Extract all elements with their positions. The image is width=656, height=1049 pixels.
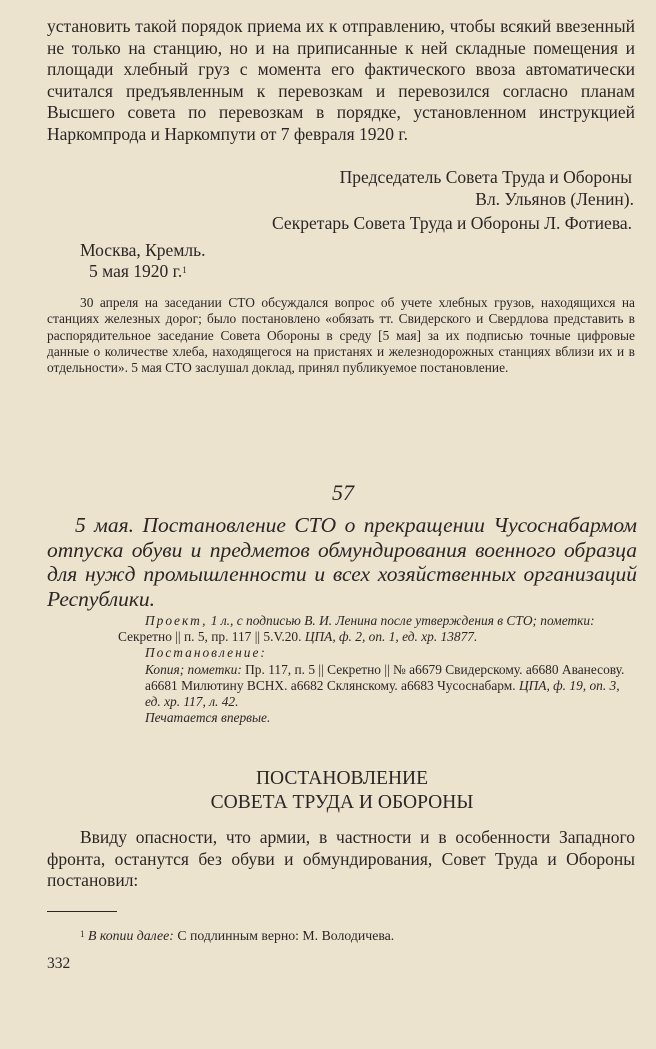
draft-label: Проект, bbox=[145, 613, 208, 628]
title-line-2: СОВЕТА ТРУДА И ОБОРОНЫ bbox=[210, 792, 474, 813]
resolution-title bbox=[47, 767, 637, 815]
chairman-title: Председатель Совета Труда и Обороны bbox=[339, 167, 632, 187]
page-number: 332 bbox=[47, 955, 71, 972]
editorial-note bbox=[47, 295, 635, 376]
copy-archive: ЦПА, ф. 19, оп. 3, ед. хр. 117, л. 42. bbox=[145, 677, 620, 710]
draft-text: 1 л., с подписью В. И. Ленина после утверждения в СТО; пометки: bbox=[207, 613, 595, 628]
footnote-divider bbox=[47, 911, 117, 912]
resolution-label: Постановление: bbox=[145, 645, 267, 661]
editorial-note-text: 30 апреля на заседании СТО обсуждался вопрос об учете хлебных грузов, находящихся на станциях железных дорог; было постановлено «обязать тт. Свидерского и Свердлова представить в распорядительное заседание Совета Обороны в среду [5 мая] за их подписью точные цифровые данные о количестве хлеба, находящегося на пристанях и железнодорожных станциях вблизи их и в отдельности». 5 мая СТО заслушал доклад, принял публикуемое постановление. bbox=[47, 295, 635, 376]
draft-archive: ЦПА, ф. 2, оп. 1, ед. хр. 13877. bbox=[304, 629, 478, 645]
title-line-1: ПОСТАНОВЛЕНИЕ bbox=[255, 768, 429, 789]
copy-text: Пр. 117, п. 5 || Секретно || № а6679 Свидерскому. а6680 Аванесову. а6681 Милютину ВСНХ. а6682 Склянскому. а6683 Чусоснабарм. bbox=[145, 661, 625, 693]
footnote bbox=[80, 927, 394, 944]
document-heading: 5 мая. Постановление СТО о прекращении Чусоснабармом отпуска обуви и предметов обмундирования военного образца для нужд промышленности и всех хозяйственных организаций Республики. bbox=[47, 513, 637, 611]
footnote-reference: 1 bbox=[182, 265, 187, 275]
draft-marks: Секретно || п. 5, пр. 117 || 5.V.20. bbox=[118, 629, 305, 645]
draft-entry bbox=[145, 613, 637, 629]
first-printed-note: Печатается впервые. bbox=[145, 710, 271, 726]
place-date-line bbox=[89, 261, 187, 282]
footnote-label: В копии далее: bbox=[87, 928, 174, 943]
chairman-name: Вл. Ульянов (Ленин). bbox=[475, 189, 634, 209]
resolution-body: Ввиду опасности, что армии, в частности и в особенности Западного фронта, останутся без обуви и обмундирования, Совет Труда и Обороны постановил: bbox=[47, 827, 635, 891]
document-number: 57 bbox=[332, 480, 354, 505]
archival-metadata bbox=[118, 613, 637, 726]
footnote-mark: 1 bbox=[80, 929, 85, 939]
place-date: 5 мая 1920 г. bbox=[89, 261, 183, 281]
resolution-entry bbox=[145, 645, 637, 661]
continued-paragraph: установить такой порядок приема их к отправлению, чтобы всякий ввезенный не только на станцию, но и на приписанные к ней складные помещения и площади хлебный груз с момента его фактического ввоза автоматически считался предъявленным к перевозкам и перевозился согласно планам Высшего совета по перевозкам в порядке, установленном инструкцией Наркомпрода и Наркомпути от 7 февраля 1920 г. bbox=[47, 16, 635, 144]
secretary-signature: Секретарь Совета Труда и Обороны Л. Фотиева. bbox=[272, 213, 632, 233]
copy-entry bbox=[145, 662, 637, 711]
place-city: Москва, Кремль. bbox=[80, 240, 206, 260]
footnote-text: С подлинным верно: М. Володичева. bbox=[173, 928, 395, 943]
draft-entry-cont bbox=[118, 629, 637, 645]
copy-label: Копия; пометки: bbox=[145, 661, 246, 677]
